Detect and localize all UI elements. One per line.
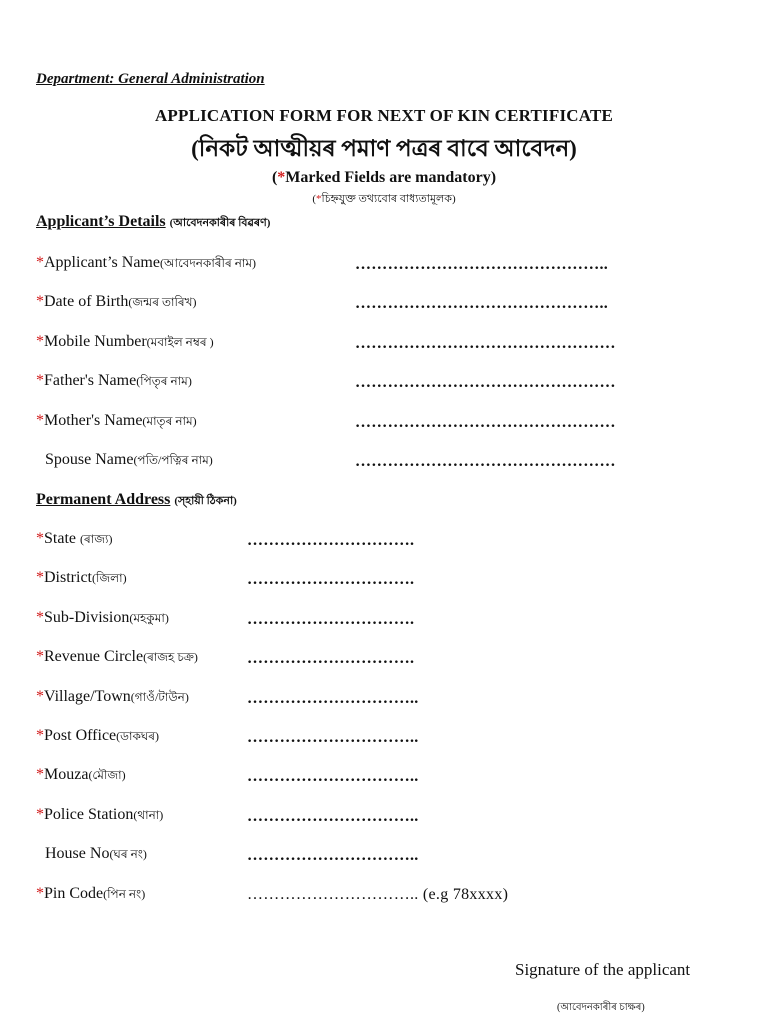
police-station-field[interactable]: …………………………..: [247, 808, 419, 825]
field-label-revenue-circle: *Revenue Circle(ৰাজহ চক্ৰ): [36, 648, 198, 665]
field-label-mouza: *Mouza(মৌজা): [36, 766, 126, 783]
applicant-name-field[interactable]: ………………………………………..: [355, 256, 609, 273]
father-name-field[interactable]: …………………………………………: [355, 374, 616, 391]
address-section-title-assamese: (স্হায়ী ঠিকনা): [174, 495, 237, 507]
mandatory-note: (*Marked Fields are mandatory): [271, 169, 497, 186]
applicant-section-title: Applicant’s Details: [36, 213, 166, 230]
required-star: *: [316, 193, 322, 205]
state-field[interactable]: ………………………….: [247, 532, 415, 549]
house-no-field[interactable]: …………………………..: [247, 847, 419, 864]
field-label-sub-division: *Sub-Division(মহকুমা): [36, 609, 169, 626]
field-label-father-name: *Father's Name(পিতৃৰ নাম): [36, 372, 192, 389]
sub-division-field[interactable]: ………………………….: [247, 611, 415, 628]
field-label-mobile-number: *Mobile Number(মবাইল নম্বৰ ): [36, 333, 214, 350]
field-label-spouse-name: Spouse Name(পতি/পত্নিৰ নাম): [45, 451, 213, 468]
form-title-assamese: (নিকট আত্মীয়ৰ পমাণ পত্ৰৰ বাবে আবেদন): [191, 136, 577, 161]
mouza-field[interactable]: …………………………..: [247, 768, 419, 785]
revenue-circle-field[interactable]: ………………………….: [247, 650, 415, 667]
applicant-section-title-assamese: (আবেদনকাৰীৰ বিৱৰণ): [169, 217, 271, 229]
field-label-pin-code: *Pin Code(পিন নং): [36, 885, 146, 902]
address-section-title: Permanent Address: [36, 491, 171, 508]
signature-label: Signature of the applicant: [515, 960, 691, 979]
department-heading: Department: General Administration: [36, 71, 265, 87]
post-office-field[interactable]: …………………………..: [247, 729, 419, 746]
required-star: *: [277, 169, 286, 186]
date-of-birth-field[interactable]: ………………………………………..: [355, 295, 609, 312]
field-label-district: *District(জিলা): [36, 569, 127, 586]
field-label-police-station: *Police Station(থানা): [36, 806, 164, 823]
mobile-number-field[interactable]: …………………………………………: [355, 335, 616, 352]
form-title: APPLICATION FORM FOR NEXT OF KIN CERTIFICATE: [154, 106, 614, 125]
field-label-state: *State (ৰাজ্য): [36, 530, 113, 547]
field-label-house-no: House No(ঘৰ নং): [45, 845, 147, 862]
signature-label-assamese: (আবেদনকাৰীৰ চাক্ষৰ): [557, 1002, 645, 1013]
district-field[interactable]: ………………………….: [247, 571, 415, 588]
pin-code-field[interactable]: ………………………….. (e.g 78xxxx): [247, 886, 509, 903]
mandatory-note-assamese: (*চিহ্নযুক্ত তথ্যবোৰ বাধ্যতামূলক): [312, 193, 456, 205]
field-label-post-office: *Post Office(ডাকঘৰ): [36, 727, 160, 744]
field-label-applicant-name: *Applicant’s Name(আবেদনকাৰীৰ নাম): [36, 254, 257, 271]
field-label-mother-name: *Mother's Name(মাতৃৰ নাম): [36, 412, 197, 429]
field-label-village-town: *Village/Town(গাওঁ/টাউন): [36, 688, 189, 705]
applicant-section-heading: [36, 213, 270, 233]
spouse-name-field[interactable]: …………………………………………: [355, 453, 616, 470]
address-section-heading: [36, 491, 237, 511]
field-label-date-of-birth: *Date of Birth(জন্মৰ তাৰিখ): [36, 293, 197, 310]
village-town-field[interactable]: …………………………..: [247, 690, 419, 707]
mother-name-field[interactable]: …………………………………………: [355, 414, 616, 431]
